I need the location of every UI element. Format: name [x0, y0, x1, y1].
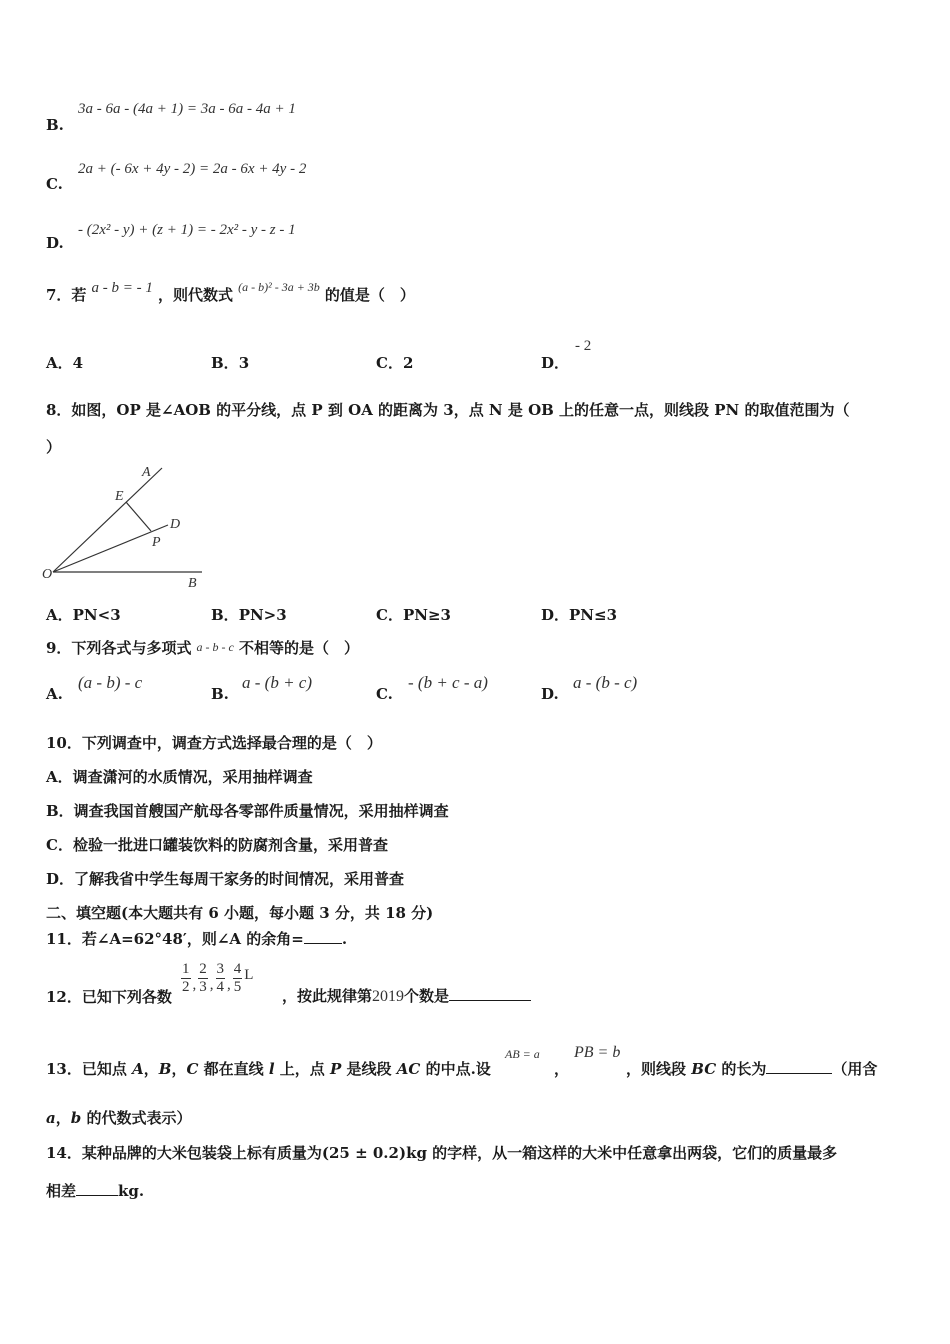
- label-o: O: [42, 567, 53, 582]
- q9-option-c-value: - (b + c - a): [408, 673, 488, 692]
- q7-condition: a - b = - 1: [91, 280, 153, 296]
- q7-option-d-value: - 2: [575, 338, 592, 354]
- q7-mid: ，则代数式: [158, 286, 234, 304]
- q8-option-c: [376, 604, 451, 625]
- q12-answer-blank[interactable]: [449, 1000, 531, 1001]
- q6-option-d-label: D.: [46, 234, 64, 252]
- q13-expr-pb: PB = b: [574, 1044, 621, 1061]
- q6-option-c-expr: 2a + (- 6x + 4y - 2) = 2a - 6x + 4y - 2: [78, 161, 307, 177]
- q14-unit: kg.: [118, 1182, 145, 1200]
- q11-suffix: .: [341, 930, 348, 948]
- fraction-2-denominator: 3: [199, 979, 207, 995]
- q9-prefix: 9．下列各式与多项式: [46, 639, 192, 657]
- q13-segment-bc: BC: [691, 1060, 717, 1078]
- label-b: B: [188, 576, 197, 591]
- q13-text-7: （用含: [832, 1060, 878, 1078]
- q9-suffix: 不相等的是（ ）: [238, 639, 359, 657]
- q6-option-b-label: B.: [46, 116, 64, 134]
- q9-option-d-label: D.: [541, 685, 559, 703]
- q9-option-d-value: a - (b - c): [573, 673, 638, 692]
- q13-segment-ac: AC: [396, 1060, 421, 1078]
- q13-text-2: 上，点: [274, 1060, 331, 1078]
- fraction-3-numerator: 3: [216, 961, 224, 977]
- q7-option-b-label: B．: [211, 354, 239, 372]
- q13-point-c: C: [186, 1060, 199, 1078]
- q14-answer-blank[interactable]: [76, 1195, 118, 1196]
- q13-expr-ab: AB = a: [505, 1047, 540, 1061]
- q12-rest: [282, 985, 531, 1006]
- q8-option-d-label: D．: [541, 606, 570, 624]
- q8-option-d-value: PN≤3: [569, 606, 618, 624]
- q13-stem-line1-end: [626, 1058, 877, 1079]
- q8-option-b: [211, 604, 287, 625]
- q7-option-a: [46, 352, 83, 373]
- fraction-1-numerator: 1: [182, 961, 190, 977]
- q9-option-c-label: C.: [376, 685, 393, 703]
- fraction-4-denominator: 5: [233, 979, 242, 995]
- q8-option-c-label: C．: [376, 606, 403, 624]
- q13-prefix: 13．已知点: [46, 1060, 133, 1078]
- q13-stem-line2: [46, 1107, 191, 1128]
- q9-option-a-label: A.: [46, 685, 63, 703]
- label-e: E: [115, 489, 124, 504]
- q7-option-b: [211, 352, 249, 373]
- label-a: A: [142, 465, 151, 480]
- ray-od: [53, 525, 168, 572]
- q14-stem-line1: [46, 1142, 837, 1163]
- q13-sep-1: ，: [143, 1060, 159, 1078]
- fraction-2: [198, 961, 208, 996]
- q10-option-b: B．调查我国首艘国产航母各零部件质量情况，采用抽样调查: [46, 802, 449, 820]
- q13-text-1: 都在直线: [198, 1060, 269, 1078]
- q10-option-c: C．检验一批进口罐装饮料的防腐剂含量，采用普查: [46, 836, 388, 854]
- q11-stem: [46, 928, 347, 949]
- q8-option-c-value: PN≥3: [402, 606, 451, 624]
- fraction-4-numerator: 4: [233, 961, 242, 977]
- ray-oa: [53, 468, 162, 572]
- q7-stem: [46, 280, 415, 305]
- q7-option-b-value: 3: [238, 354, 250, 372]
- q7-option-a-label: A．: [46, 354, 73, 372]
- q12-suffix: 个数是: [404, 987, 450, 1005]
- q11-prefix: 11．若∠A=62°48′，则∠A 的余角=: [46, 930, 304, 948]
- fraction-3-denominator: 4: [216, 979, 224, 995]
- q8-stem-line2: ）: [46, 438, 62, 456]
- fraction-1-denominator: 2: [182, 979, 190, 995]
- q8-option-b-value: PN>3: [238, 606, 287, 624]
- label-d: D: [170, 517, 181, 532]
- q13-point-p: P: [330, 1060, 342, 1078]
- q6-option-c-label: C.: [46, 175, 63, 193]
- q8-stem-line1: 8．如图，OP 是∠AOB 的平分线，点 P 到 OA 的距离为 3，点 N 是 OB 上的任意一点，则线段 PN 的取值范围为（: [46, 401, 850, 419]
- q13-stem-line1: [46, 1058, 491, 1079]
- q13-var-b: b: [70, 1109, 82, 1127]
- sequence-comma-3: ,: [227, 977, 231, 993]
- q8-option-a-label: A．: [46, 606, 73, 624]
- q9-stem: [46, 637, 359, 658]
- sequence-ellipsis: L: [244, 967, 254, 983]
- q13-var-a: a: [46, 1109, 56, 1127]
- q7-option-c: [376, 352, 413, 373]
- section-title-fill-in: 二、填空题(本大题共有 6 小题，每小题 3 分，共 18 分): [46, 904, 434, 922]
- q11-answer-blank[interactable]: [304, 943, 342, 944]
- fraction-1: [181, 961, 191, 996]
- q13-text-8: 的代数式表示）: [81, 1109, 192, 1127]
- q8-option-d: [541, 604, 617, 625]
- q9-option-a-value: (a - b) - c: [78, 673, 143, 692]
- q7-option-d-label: D．: [541, 354, 570, 372]
- q8-option-a: [46, 604, 121, 625]
- sequence-comma-1: ,: [192, 977, 197, 993]
- q8-angle-figure: [40, 460, 210, 595]
- q7-expression: (a - b)² - 3a + 3b: [238, 280, 320, 294]
- q7-option-c-value: 2: [402, 354, 414, 372]
- q13-text-5: ，则线段: [626, 1060, 692, 1078]
- fraction-2-numerator: 2: [199, 961, 207, 977]
- q7-option-c-label: C．: [376, 354, 403, 372]
- fraction-4: [233, 961, 243, 996]
- q9-expression: a - b - c: [196, 640, 234, 654]
- q14-text-2: kg 的字样，从一箱这样的大米中任意拿出两袋，它们的质量最多: [406, 1144, 838, 1162]
- q13-text-4: 的中点.设: [420, 1060, 491, 1078]
- q8-option-b-label: B．: [211, 606, 239, 624]
- q10-option-d: D．了解我省中学生每周干家务的时间情况，采用普查: [46, 870, 405, 888]
- q10-option-a: A．调查潇河的水质情况，采用抽样调查: [46, 768, 313, 786]
- q12-mid: ，按此规律第: [282, 987, 373, 1005]
- q14-mass: (25 ± 0.2): [321, 1144, 407, 1162]
- q8-option-a-value: PN<3: [72, 606, 121, 624]
- q13-point-b: B: [158, 1060, 172, 1078]
- q6-option-b-expr: 3a - 6a - (4a + 1) = 3a - 6a - 4a + 1: [78, 101, 296, 117]
- q13-text-6: 的长为: [716, 1060, 767, 1078]
- q9-option-b-value: a - (b + c): [242, 673, 313, 692]
- sequence-comma-2: ,: [209, 977, 214, 993]
- q7-suffix: 的值是（ ）: [324, 286, 415, 304]
- q14-text-3: 相差: [46, 1182, 77, 1200]
- segment-pe: [126, 502, 151, 531]
- q7-option-a-value: 4: [72, 354, 84, 372]
- q13-sep-2: ，: [171, 1060, 187, 1078]
- q12-number: 2019: [372, 988, 405, 1005]
- q10-stem: 10．下列调查中，调查方式选择最合理的是（ ）: [46, 734, 382, 752]
- q13-answer-blank[interactable]: [766, 1073, 832, 1074]
- q7-prefix: 7．若: [46, 286, 87, 304]
- q6-option-d-expr: - (2x² - y) + (z + 1) = - 2x² - y - z - 1: [78, 222, 296, 238]
- q9-option-b-label: B.: [211, 685, 229, 703]
- q14-text-1: 14．某种品牌的大米包装袋上标有质量为: [46, 1144, 322, 1162]
- q13-comma: ，: [554, 1060, 570, 1078]
- fraction-3: [216, 961, 226, 996]
- q13-point-a: A: [132, 1060, 144, 1078]
- q14-stem-line2: [46, 1180, 144, 1201]
- q13-text-3: 是线段: [341, 1060, 397, 1078]
- q13-line-l: l: [268, 1060, 275, 1078]
- label-p: P: [152, 535, 161, 550]
- q12-prefix: 12．已知下列各数: [46, 988, 172, 1006]
- q13-sep-3: ，: [55, 1109, 71, 1127]
- q12-sequence: [181, 961, 253, 996]
